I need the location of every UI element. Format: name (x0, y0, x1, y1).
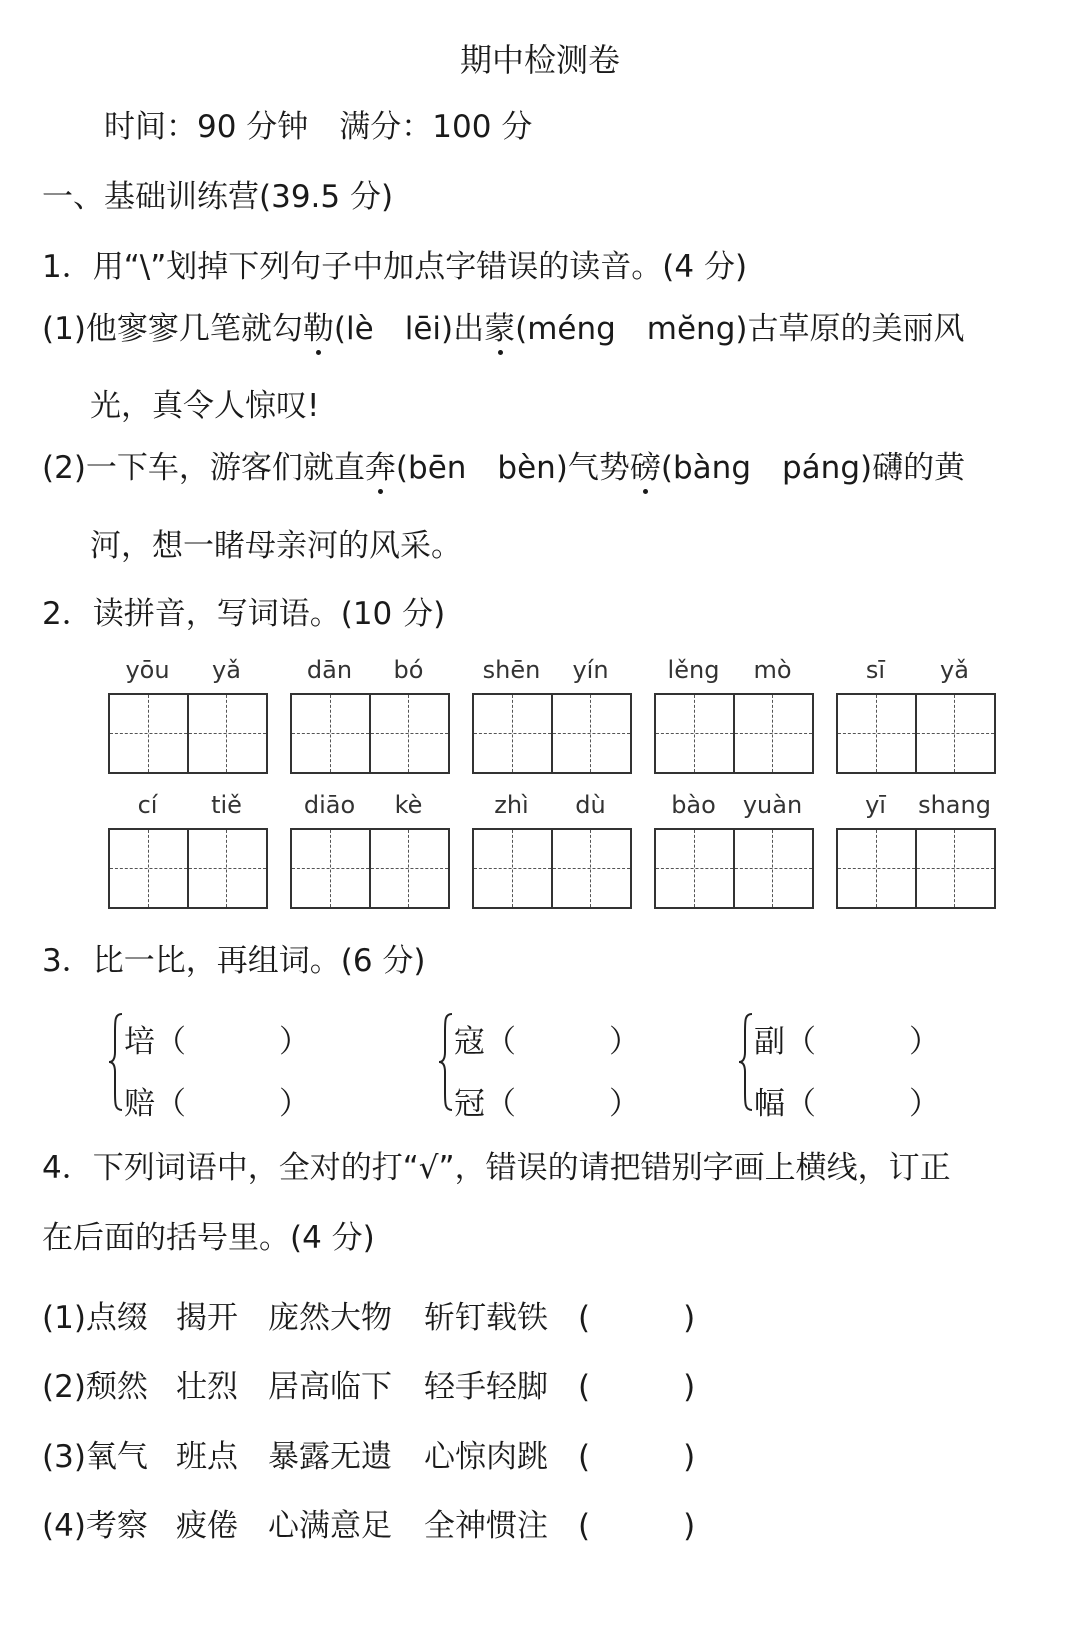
pinyin-label: lěng (667, 656, 720, 684)
grid-guide-line (474, 868, 630, 869)
text-segment: (1)他寥寥几笔就勾 (42, 311, 303, 347)
item-word-4: 斩钉载铁 (424, 1300, 548, 1336)
grid-guide-line (226, 695, 227, 772)
pinyin-label: diāo (303, 791, 356, 819)
item-word-3: 暴露无遗 (268, 1439, 392, 1475)
item-word-2: 揭开 (176, 1300, 238, 1336)
item-word-1: (1)点缀 (42, 1300, 148, 1336)
item-word-3: 居高临下 (268, 1369, 392, 1405)
item-word-1: (2)颓然 (42, 1369, 148, 1405)
question-4-stem-line-2: 在后面的括号里。(4 分) (42, 1220, 375, 1256)
brace-icon (438, 1012, 454, 1112)
grid-guide-line (772, 695, 773, 772)
writing-grid[interactable] (108, 828, 268, 909)
section-title: 一、基础训练营(39.5 分) (42, 179, 394, 215)
writing-grid[interactable] (290, 693, 450, 774)
item-word-4: 轻手轻脚 (424, 1369, 548, 1405)
item-word-1: (3)氧气 (42, 1439, 148, 1475)
item-word-2: 疲倦 (176, 1508, 238, 1544)
pinyin-label: shēn (482, 656, 541, 684)
question-1-item-2 (42, 450, 966, 486)
question-1-item-2-line-2: 河，想一睹母亲河的风采。 (90, 528, 462, 564)
pinyin-label: kè (394, 791, 423, 819)
pinyin-label: yōu (125, 656, 170, 684)
grid-guide-line (292, 733, 448, 734)
grid-guide-line (876, 830, 877, 907)
writing-grid[interactable] (836, 828, 996, 909)
grid-guide-line (656, 868, 812, 869)
grid-guide-line (512, 695, 513, 772)
pinyin-label: shang (918, 791, 991, 819)
grid-guide-line (330, 695, 331, 772)
writing-grid[interactable] (836, 693, 996, 774)
dotted-char: 奔 (364, 450, 396, 486)
pinyin-choice: (lè lēi)出 (333, 311, 485, 347)
compare-word-blank[interactable]: 幅（ ） (754, 1086, 940, 1122)
grid-guide-line (110, 868, 266, 869)
pinyin-label: yǎ (940, 656, 969, 684)
writing-grid[interactable] (290, 828, 450, 909)
question-1-item-1 (42, 311, 965, 347)
compare-word-blank[interactable]: 冠（ ） (454, 1086, 640, 1122)
grid-guide-line (838, 733, 994, 734)
grid-guide-line (226, 830, 227, 907)
pinyin-label: dù (575, 791, 606, 819)
brace-icon (108, 1012, 124, 1112)
pinyin-label: yuàn (742, 791, 803, 819)
grid-guide-line (408, 695, 409, 772)
grid-guide-line (330, 830, 331, 907)
grid-guide-line (694, 830, 695, 907)
grid-guide-line (148, 830, 149, 907)
pinyin-label: yī (865, 791, 886, 819)
writing-grid[interactable] (108, 693, 268, 774)
grid-guide-line (656, 733, 812, 734)
item-word-3: 庞然大物 (268, 1300, 392, 1336)
dotted-char: 蒙 (484, 311, 516, 347)
pinyin-label: cí (137, 791, 158, 819)
compare-word-blank[interactable]: 副（ ） (754, 1024, 940, 1060)
item-word-2: 班点 (176, 1439, 238, 1475)
grid-guide-line (590, 830, 591, 907)
grid-guide-line (110, 733, 266, 734)
grid-guide-line (512, 830, 513, 907)
writing-grid[interactable] (654, 828, 814, 909)
dotted-char: 磅 (629, 450, 661, 486)
pinyin-label: sī (865, 656, 886, 684)
compare-word-blank[interactable]: 寇（ ） (454, 1024, 640, 1060)
question-1-item-1-line-2: 光，真令人惊叹! (90, 388, 320, 424)
grid-guide-line (876, 695, 877, 772)
pinyin-label: yǎ (212, 656, 241, 684)
question-2-stem: 2．读拼音，写词语。(10 分) (42, 596, 446, 632)
item-word-4: 心惊肉跳 (424, 1439, 548, 1475)
answer-blank[interactable]: ( ) (578, 1439, 696, 1475)
question-4-stem-line-1: 4．下列词语中，全对的打“√”，错误的请把错别字画上横线，订正 (42, 1150, 951, 1186)
pinyin-label: zhì (494, 791, 529, 819)
pinyin-choice: (bàng páng)礴的黄 (660, 450, 966, 486)
item-word-3: 心满意足 (268, 1508, 392, 1544)
pinyin-label: mò (753, 656, 792, 684)
dotted-char: 勒 (302, 311, 334, 347)
brace-icon (738, 1012, 754, 1112)
compare-word-blank[interactable]: 培（ ） (124, 1024, 310, 1060)
writing-grid[interactable] (472, 693, 632, 774)
grid-guide-line (838, 868, 994, 869)
pinyin-label: bào (671, 791, 716, 819)
page-title: 期中检测卷 (459, 41, 620, 79)
question-1-stem: 1．用“\”划掉下列句子中加点字错误的读音。(4 分) (42, 249, 748, 285)
answer-blank[interactable]: ( ) (578, 1508, 696, 1544)
grid-guide-line (694, 695, 695, 772)
grid-guide-line (772, 830, 773, 907)
pinyin-label: yín (572, 656, 609, 684)
answer-blank[interactable]: ( ) (578, 1300, 696, 1336)
question-3-stem: 3．比一比，再组词。(6 分) (42, 943, 426, 979)
grid-guide-line (954, 830, 955, 907)
text-segment: (2)一下车，游客们就直 (42, 450, 365, 486)
pinyin-choice: (bēn bèn)气势 (395, 450, 630, 486)
item-word-2: 壮烈 (176, 1369, 238, 1405)
pinyin-label: dān (306, 656, 353, 684)
writing-grid[interactable] (654, 693, 814, 774)
grid-guide-line (590, 695, 591, 772)
grid-guide-line (292, 868, 448, 869)
grid-guide-line (954, 695, 955, 772)
pinyin-label: bó (393, 656, 424, 684)
item-word-4: 全神惯注 (424, 1508, 548, 1544)
answer-blank[interactable]: ( ) (578, 1369, 696, 1405)
writing-grid[interactable] (472, 828, 632, 909)
pinyin-label: tiě (211, 791, 242, 819)
compare-word-blank[interactable]: 赔（ ） (124, 1086, 310, 1122)
pinyin-choice: (méng mĕng)古草原的美丽风 (515, 311, 965, 347)
item-word-1: (4)考察 (42, 1508, 148, 1544)
grid-guide-line (148, 695, 149, 772)
grid-guide-line (408, 830, 409, 907)
grid-guide-line (474, 733, 630, 734)
exam-info: 时间：90 分钟 满分：100 分 (104, 109, 533, 145)
